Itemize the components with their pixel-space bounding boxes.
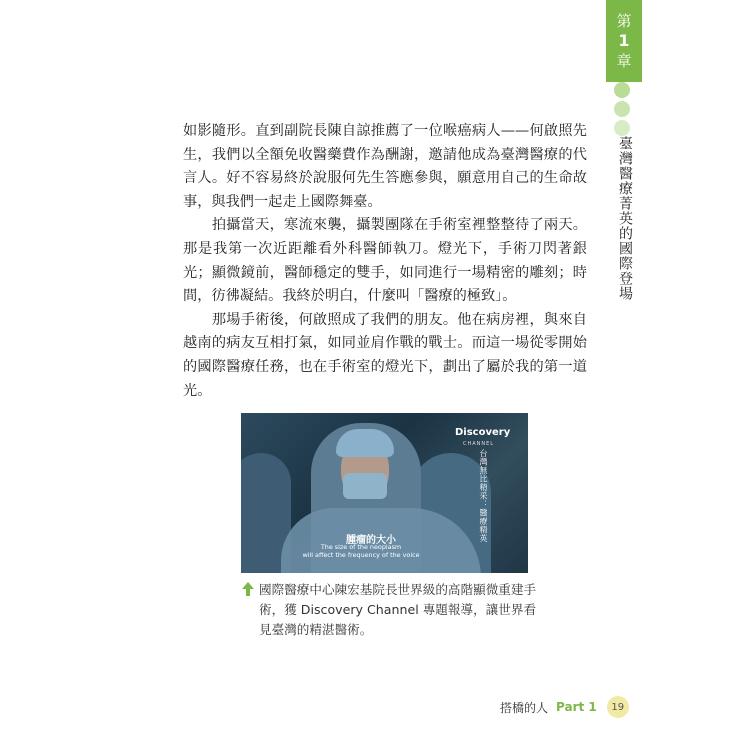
discovery-logo-sub: CHANNEL bbox=[463, 441, 495, 447]
photo-vertical-caption: 台灣無比精采：醫療精英 bbox=[479, 449, 488, 543]
paragraph: 那場手術後，何啟照成了我們的朋友。他在病房裡，與來自越南的病友互相打氣，如同並肩作戰的戰士。而這一場從零開始的國際醫療任務，也在手術室的燈光下，劃出了屬於我的第一道光。 bbox=[183, 311, 587, 399]
dot bbox=[614, 120, 630, 136]
dot bbox=[614, 101, 630, 117]
dot bbox=[614, 82, 630, 98]
photo-subtitle-en: The size of the neoplasm will affect the frequency of the voice bbox=[302, 543, 420, 559]
chapter-dots bbox=[614, 82, 630, 136]
page-number: 19 bbox=[607, 696, 629, 718]
photo-subtitle-zh: 腫瘤的大小 bbox=[346, 535, 396, 546]
photo-caption bbox=[242, 580, 542, 640]
footer-book-title: 搭橋的人 bbox=[500, 700, 549, 715]
footer-part: Part 1 bbox=[556, 700, 597, 714]
chapter-label-top: 第 bbox=[616, 12, 632, 30]
caption-text: 國際醫療中心陳宏基院長世界級的高階顯微重建手術，獲 Discovery Channel 專題報導，讓世界看見臺灣的精湛醫術。 bbox=[259, 582, 537, 637]
chapter-number: 1 bbox=[618, 31, 630, 50]
up-arrow-icon bbox=[242, 582, 254, 596]
surgical-mask bbox=[343, 473, 387, 499]
surgery-photo bbox=[241, 413, 528, 573]
paragraph: 如影隨形。直到副院長陳自諒推薦了一位喉癌病人——何啟照先生，我們以全額免收醫藥費作為酬謝，邀請他成為臺灣醫療的代言人。好不容易終於說服何先生答應參與，願意用自己的生命故事，與我們一起走上國際舞臺。 bbox=[183, 123, 587, 210]
chapter-label-bottom: 章 bbox=[616, 52, 632, 70]
discovery-logo: Discovery bbox=[455, 427, 511, 438]
chapter-tab bbox=[606, 0, 642, 82]
side-chapter-title: 臺灣醫療菁英的國際登場 bbox=[617, 136, 633, 301]
surgical-cap bbox=[336, 429, 394, 457]
body-text bbox=[183, 120, 587, 403]
page-footer bbox=[500, 696, 629, 718]
paragraph: 拍攝當天，寒流來襲，攝製團隊在手術室裡整整待了兩天。那是我第一次近距離看外科醫師執刀。燈光下，手術刀閃著銀光；顯微鏡前，醫師穩定的雙手，如同進行一場精密的雕刻；時間，彷彿凝結。我終於明白，什麼叫「醫療的極致」。 bbox=[183, 217, 587, 305]
